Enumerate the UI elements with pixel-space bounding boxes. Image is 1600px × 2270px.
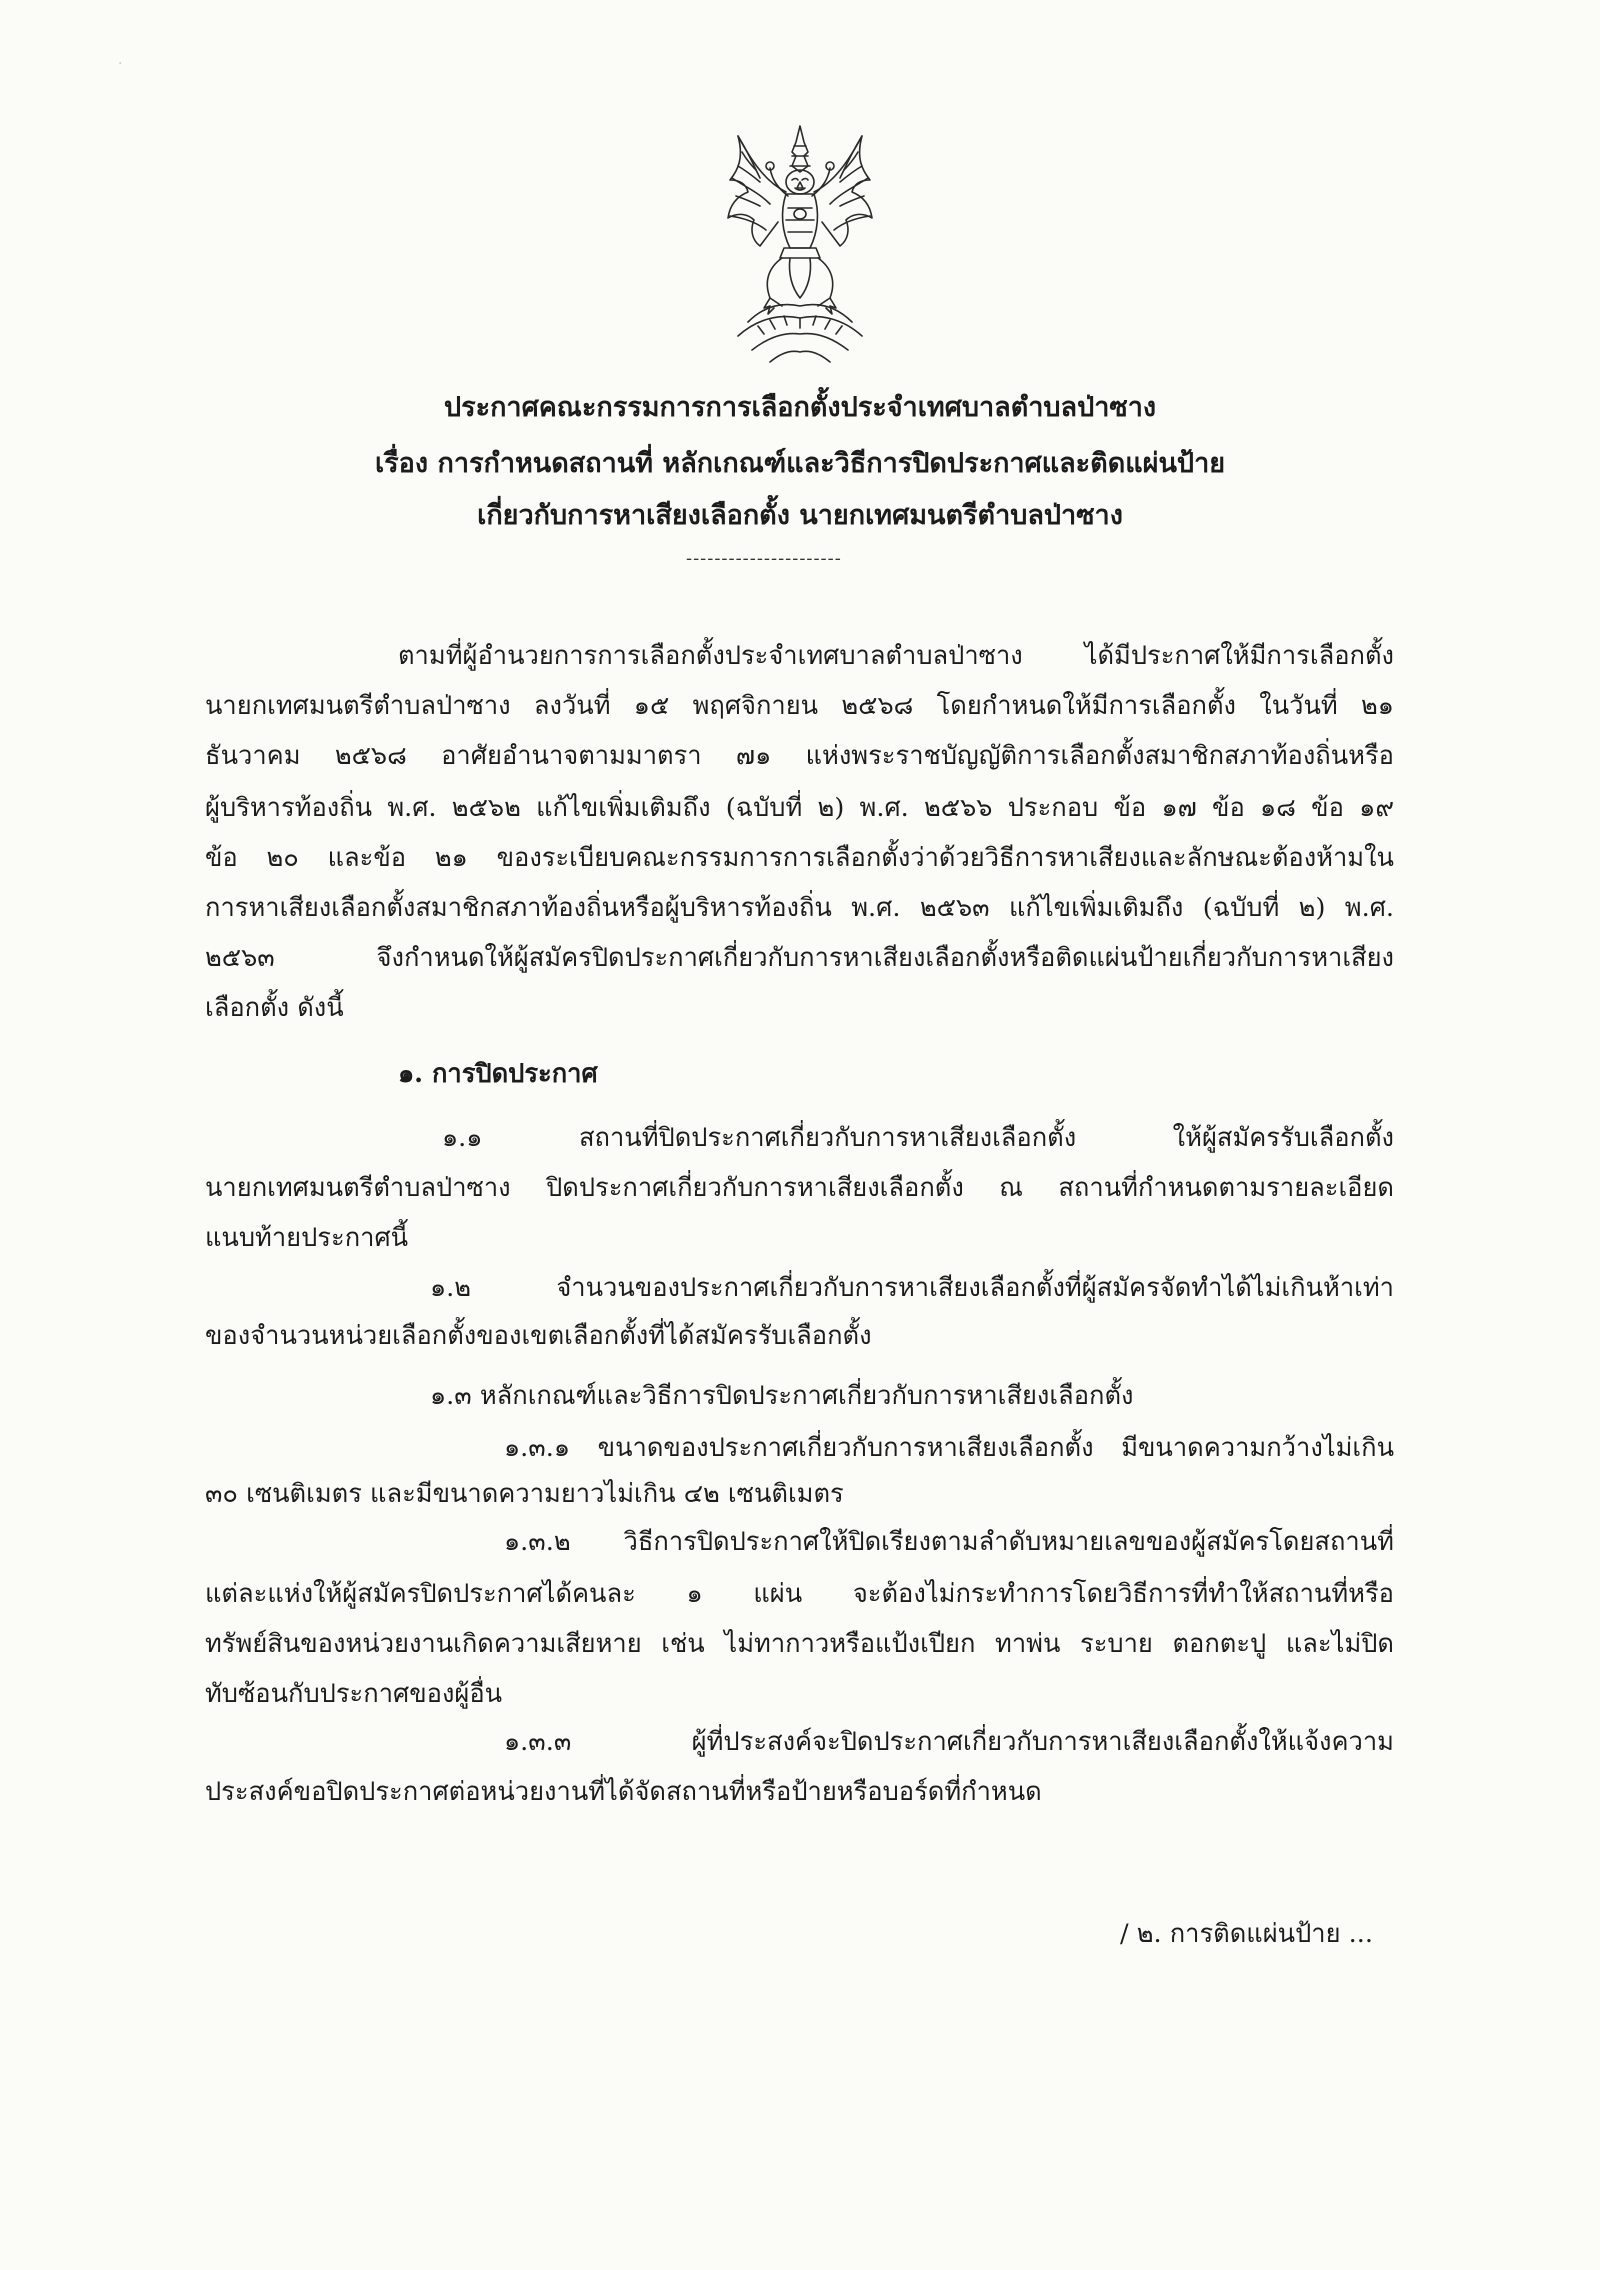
clause-1-3-2-line-3: ทรัพย์สินของหน่วยงานเกิดความเสียหาย เช่น ไม่ทากาวหรือแป้งเปียก ทาพ่น ระบาย ตอกตะปู และไม่ปิด <box>205 1629 1394 1659</box>
heading-divider: ---------------------- <box>686 548 842 569</box>
intro-line-7: ๒๕๖๓ จึงกำหนดให้ผู้สมัครปิดประกาศเกี่ยวกับการหาเสียงเลือกตั้งหรือติดแผ่นป้ายเกี่ยวกับการหาเสียง <box>205 943 1394 973</box>
clause-1-3-3-line-1: ๑.๓.๓ ผู้ที่ประสงค์จะปิดประกาศเกี่ยวกับการหาเสียงเลือกตั้งให้แจ้งความ <box>504 1727 1394 1757</box>
intro-line-6: การหาเสียงเลือกตั้งสมาชิกสภาท้องถิ่นหรือผู้บริหารท้องถิ่น พ.ศ. ๒๕๖๓ แก้ไขเพิ่มเติมถึง (ฉบับที่ ๒) พ.ศ. <box>205 893 1394 923</box>
intro-line-2: นายกเทศมนตรีตำบลป่าซาง ลงวันที่ ๑๕ พฤศจิกายน ๒๕๖๘ โดยกำหนดให้มีการเลือกตั้ง ในวันที่ ๒๑ <box>205 691 1394 721</box>
announcement-subject: เรื่อง การกำหนดสถานที่ หลักเกณฑ์และวิธีการปิดประกาศและติดแผ่นป้าย <box>374 448 1226 479</box>
clause-1-3-2-line-2: แต่ละแห่งให้ผู้สมัครปิดประกาศได้คนละ ๑ แผ่น จะต้องไม่กระทำการโดยวิธีการที่ทำให้สถานที่หรือ <box>205 1579 1394 1609</box>
clause-1-3: ๑.๓ หลักเกณฑ์และวิธีการปิดประกาศเกี่ยวกับการหาเสียงเลือกตั้ง <box>430 1381 1134 1411</box>
clause-1-1-line-3: แนบท้ายประกาศนี้ <box>205 1223 409 1253</box>
intro-line-5: ข้อ ๒๐ และข้อ ๒๑ ของระเบียบคณะกรรมการการเลือกตั้งว่าด้วยวิธีการหาเสียงและลักษณะต้องห้ามใน <box>205 843 1394 873</box>
announcement-subject-cont: เกี่ยวกับการหาเสียงเลือกตั้ง นายกเทศมนตรีตำบลป่าซาง <box>477 500 1123 531</box>
clause-1-3-2-line-1: ๑.๓.๒ วิธีการปิดประกาศให้ปิดเรียงตามลำดับหมายเลขของผู้สมัครโดยสถานที่ <box>504 1527 1394 1557</box>
clause-1-2-line-1: ๑.๒ จำนวนของประกาศเกี่ยวกับการหาเสียงเลือกตั้งที่ผู้สมัครจัดทำได้ไม่เกินห้าเท่า <box>430 1273 1394 1303</box>
continued-next-page: / ๒. การติดแผ่นป้าย ... <box>1120 1919 1373 1949</box>
clause-1-1-line-1: ๑.๑ สถานที่ปิดประกาศเกี่ยวกับการหาเสียงเลือกตั้ง ให้ผู้สมัครรับเลือกตั้ง <box>442 1123 1394 1153</box>
section-1-title: ๑. การปิดประกาศ <box>398 1059 598 1089</box>
intro-line-1: ตามที่ผู้อำนวยการการเลือกตั้งประจำเทศบาลตำบลป่าซาง ได้มีประกาศให้มีการเลือกตั้ง <box>398 641 1394 671</box>
clause-1-2-line-2: ของจำนวนหน่วยเลือกตั้งของเขตเลือกตั้งที่ได้สมัครรับเลือกตั้ง <box>205 1321 872 1351</box>
clause-1-3-3-line-2: ประสงค์ขอปิดประกาศต่อหน่วยงานที่ได้จัดสถานที่หรือป้ายหรือบอร์ดที่กำหนด <box>205 1777 1042 1807</box>
clause-1-3-2-line-4: ทับซ้อนกับประกาศของผู้อื่น <box>205 1679 503 1709</box>
scan-speck: · <box>118 56 123 72</box>
intro-line-3: ธันวาคม ๒๕๖๘ อาศัยอำนาจตามมาตรา ๗๑ แห่งพระราชบัญญัติการเลือกตั้งสมาชิกสภาท้องถิ่นหรือ <box>205 741 1394 771</box>
clause-1-3-1-line-2: ๓๐ เซนติเมตร และมีขนาดความยาวไม่เกิน ๔๒ เซนติเมตร <box>205 1479 844 1509</box>
intro-line-4: ผู้บริหารท้องถิ่น พ.ศ. ๒๕๖๒ แก้ไขเพิ่มเติมถึง (ฉบับที่ ๒) พ.ศ. ๒๕๖๖ ประกอบ ข้อ ๑๗ ข้อ ๑๘ ข้อ ๑๙ <box>205 793 1394 823</box>
clause-1-1-line-2: นายกเทศมนตรีตำบลป่าซาง ปิดประกาศเกี่ยวกับการหาเสียงเลือกตั้ง ณ สถานที่กำหนดตามรายละเอียด <box>205 1173 1394 1203</box>
clause-1-3-1-line-1: ๑.๓.๑ ขนาดของประกาศเกี่ยวกับการหาเสียงเลือกตั้ง มีขนาดความกว้างไม่เกิน <box>504 1433 1394 1463</box>
intro-line-8: เลือกตั้ง ดังนี้ <box>205 993 344 1023</box>
announcement-title: ประกาศคณะกรรมการการเลือกตั้งประจำเทศบาลตำบลป่าซาง <box>443 392 1157 423</box>
garuda-emblem-icon <box>708 122 892 372</box>
